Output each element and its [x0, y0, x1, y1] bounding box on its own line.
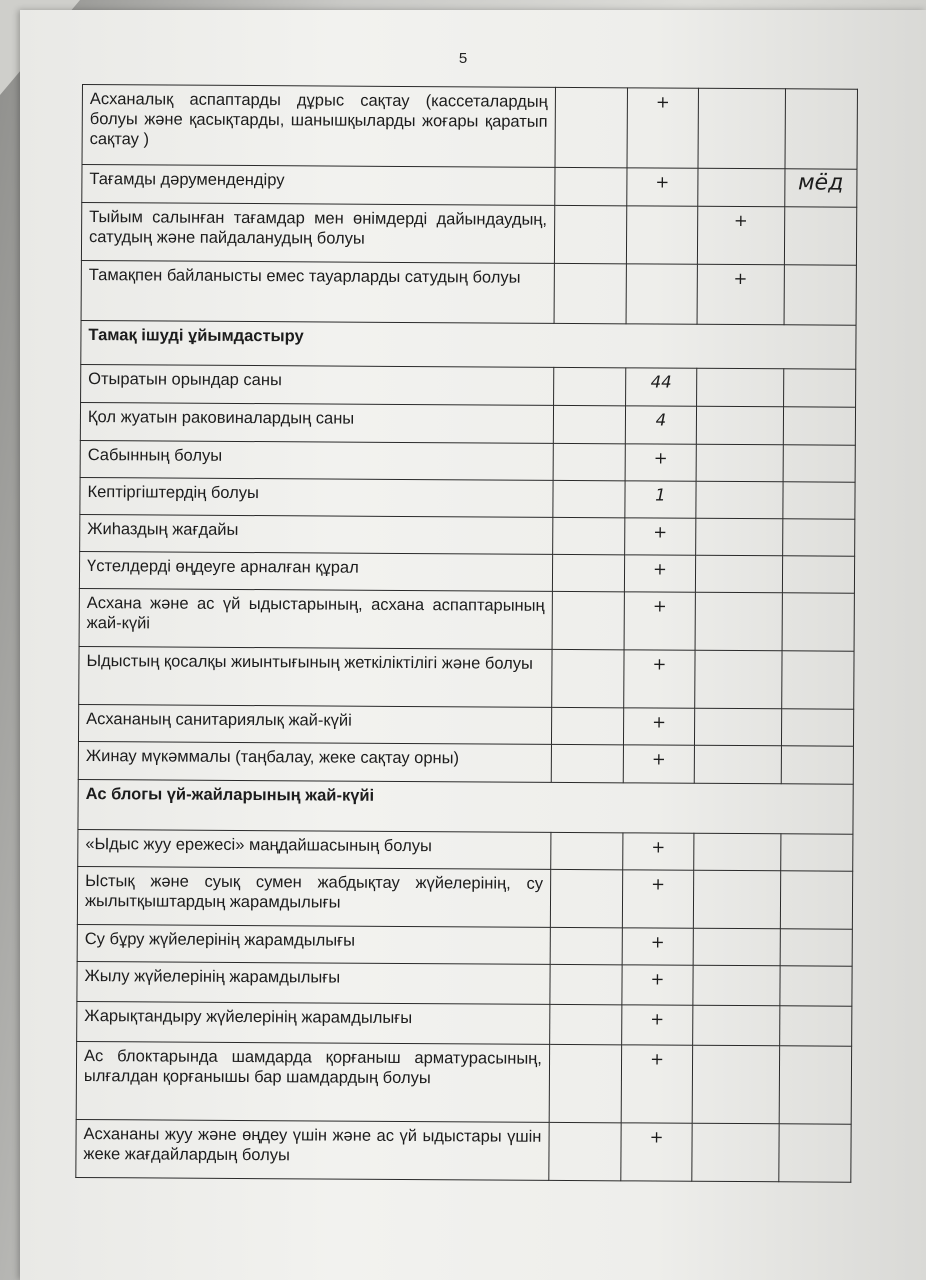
criterion-text: Сабынның болуы: [80, 440, 553, 480]
table-row: [81, 260, 856, 325]
inspection-table-body: [76, 85, 858, 1183]
criterion-text: Тағамды дәрумендендіру: [82, 165, 555, 206]
section-heading: Ас блогы үй-жайларының жай-күйі: [78, 779, 853, 834]
criterion-text: Отыратын орындар саны: [81, 364, 554, 405]
criterion-text: Асхана және ас үй ыдыстарының, асхана аспаптарының жай-күйі: [79, 588, 552, 649]
table-row: [82, 85, 857, 170]
mark-cell-2: +: [623, 870, 694, 928]
mark-cell-4: [779, 1046, 852, 1124]
mark-cell-4: [782, 519, 855, 556]
mark-cell-1: [553, 367, 626, 405]
mark-cell-2: +: [627, 88, 698, 168]
mark-cell-2: [627, 206, 698, 264]
criterion-text: Асханалық аспаптарды дұрыс сақтау (кассеталардың болуы және қасықтарды, шанышқыларды жоғары қаратып сақтау ): [82, 85, 555, 168]
mark-cell-2: +: [622, 1005, 693, 1045]
mark-cell-3: [695, 481, 782, 519]
mark-cell-2: +: [622, 965, 693, 1005]
mark-cell-4: [780, 929, 853, 966]
table-row: [78, 704, 853, 746]
criterion-text: Ыдыстың қосалқы жиынтығының жеткіліктілігі және болуы: [79, 646, 552, 707]
mark-cell-3: +: [697, 206, 784, 265]
mark-cell-1: [555, 167, 628, 205]
mark-cell-3: [693, 928, 780, 966]
mark-cell-2: +: [625, 518, 696, 555]
criterion-text: Жиһаздың жағдайы: [80, 514, 553, 554]
mark-cell-4: [778, 1124, 851, 1182]
mark-cell-3: [693, 870, 780, 929]
page-number: 5: [458, 50, 468, 67]
mark-cell-1: [550, 964, 623, 1004]
mark-cell-4: [782, 482, 855, 519]
mark-cell-4: [781, 709, 854, 746]
criterion-text: Жинау мүкәммалы (таңбалау, жеке сақтау орны): [78, 741, 551, 782]
table-row: [76, 1119, 851, 1182]
mark-cell-3: [693, 833, 780, 871]
mark-cell-3: [694, 708, 781, 746]
mark-cell-1: [552, 649, 625, 707]
mark-cell-1: [553, 480, 626, 517]
criterion-text: Асхананы жуу және өңдеу үшін және ас үй ыдыстары үшін жеке жағдайлардың болуы: [76, 1119, 549, 1180]
mark-cell-2: 44: [626, 368, 697, 406]
mark-cell-2: +: [623, 833, 694, 870]
mark-cell-2: +: [625, 555, 696, 592]
table-row: [79, 588, 854, 651]
mark-cell-1: [552, 554, 625, 591]
mark-cell-1: [553, 405, 626, 443]
table-row: [77, 961, 852, 1006]
section-row: [81, 320, 856, 369]
mark-cell-3: [698, 88, 785, 169]
mark-cell-3: [697, 168, 784, 207]
mark-cell-2: +: [621, 1123, 692, 1181]
mark-cell-1: [550, 1004, 623, 1044]
mark-cell-1: [554, 205, 627, 263]
mark-cell-3: [696, 406, 783, 445]
mark-cell-4: [782, 556, 855, 593]
mark-cell-4: [785, 89, 858, 169]
mark-cell-1: [551, 832, 624, 869]
mark-cell-1: [552, 517, 625, 554]
criterion-text: Үстелдерді өңдеуге арналған құрал: [79, 551, 552, 591]
table-row: [82, 165, 857, 208]
mark-cell-3: [692, 1045, 779, 1124]
mark-cell-4: мёд: [784, 169, 857, 207]
criterion-text: Су бұру жүйелерінің жарамдылығы: [77, 924, 550, 964]
criterion-text: Жарықтандыру жүйелерінің жарамдылығы: [77, 1001, 550, 1044]
mark-cell-4: [779, 966, 852, 1006]
mark-cell-4: [780, 834, 853, 871]
mark-cell-2: +: [621, 1045, 692, 1123]
mark-cell-3: [695, 518, 782, 556]
mark-cell-1: [552, 591, 625, 649]
mark-cell-4: [784, 265, 857, 325]
mark-cell-2: +: [624, 650, 695, 708]
mark-cell-2: +: [624, 708, 695, 745]
criterion-text: Ас блоктарында шамдарда қорғаныш арматурасының, ылғалдан қорғанышы бар шамдардың болуы: [76, 1041, 549, 1122]
table-row: [80, 477, 855, 519]
mark-cell-3: [696, 368, 783, 407]
table-row: [79, 551, 854, 593]
criterion-text: Жылу жүйелерінің жарамдылығы: [77, 961, 550, 1004]
mark-cell-2: +: [624, 745, 695, 783]
mark-cell-3: [694, 650, 781, 709]
mark-cell-4: [782, 593, 855, 651]
table-row: [80, 514, 855, 556]
inspection-table: [75, 84, 858, 1183]
mark-cell-1: [549, 1122, 622, 1180]
section-heading: Тамақ ішуді ұйымдастыру: [81, 320, 856, 369]
mark-cell-1: [554, 263, 627, 323]
mark-cell-3: [692, 1005, 779, 1046]
table-row: [80, 440, 855, 482]
table-row: [81, 364, 856, 407]
mark-cell-3: [694, 745, 781, 784]
mark-cell-3: [693, 965, 780, 1006]
table-row: [77, 1001, 852, 1046]
mark-cell-4: [783, 407, 856, 445]
table-row: [78, 741, 853, 784]
mark-cell-2: +: [624, 592, 695, 650]
criterion-text: Қол жуатын раковиналардың саны: [80, 402, 553, 443]
mark-cell-4: [779, 1006, 852, 1046]
mark-cell-4: [783, 445, 856, 482]
mark-cell-3: +: [697, 264, 784, 325]
mark-cell-3: [691, 1123, 778, 1182]
table-row: [79, 646, 854, 709]
mark-cell-1: [550, 927, 623, 964]
mark-cell-2: +: [625, 444, 696, 481]
table-row: [77, 866, 852, 929]
mark-cell-4: [783, 369, 856, 407]
mark-cell-2: +: [627, 168, 698, 206]
table-row: [76, 1041, 851, 1124]
mark-cell-3: [695, 592, 782, 651]
mark-cell-1: [555, 87, 628, 167]
table-row: [81, 203, 856, 266]
criterion-text: Асхананың санитариялық жай-күйі: [78, 704, 551, 744]
mark-cell-4: [781, 651, 854, 709]
mark-cell-2: +: [622, 928, 693, 965]
mark-cell-1: [551, 744, 624, 782]
mark-cell-3: [695, 555, 782, 593]
mark-cell-4: [784, 207, 857, 265]
table-row: [78, 829, 853, 871]
table-row: [77, 924, 852, 966]
section-row: [78, 779, 853, 834]
table-row: [80, 402, 855, 445]
criterion-text: «Ыдыс жуу ережесі» маңдайшасының болуы: [78, 829, 551, 869]
mark-cell-1: [553, 443, 626, 480]
mark-cell-1: [549, 1044, 622, 1122]
criterion-text: Кептіргіштердің болуы: [80, 477, 553, 517]
mark-cell-2: [626, 264, 697, 324]
mark-cell-4: [780, 871, 853, 929]
mark-cell-4: [781, 746, 854, 784]
criterion-text: Ыстық және суық сумен жабдықтау жүйелерінің, су жылытқыштардың жарамдылығы: [77, 866, 550, 927]
mark-cell-3: [696, 444, 783, 482]
criterion-text: Тамақпен байланысты емес тауарларды сатудың болуы: [81, 260, 554, 323]
mark-cell-1: [550, 869, 623, 927]
criterion-text: Тыйым салынған тағамдар мен өнімдерді дайындаудың, сатудың және пайдаланудың болуы: [81, 203, 554, 264]
mark-cell-1: [551, 707, 624, 744]
mark-cell-2: 4: [626, 406, 697, 444]
mark-cell-2: 1: [625, 481, 696, 518]
